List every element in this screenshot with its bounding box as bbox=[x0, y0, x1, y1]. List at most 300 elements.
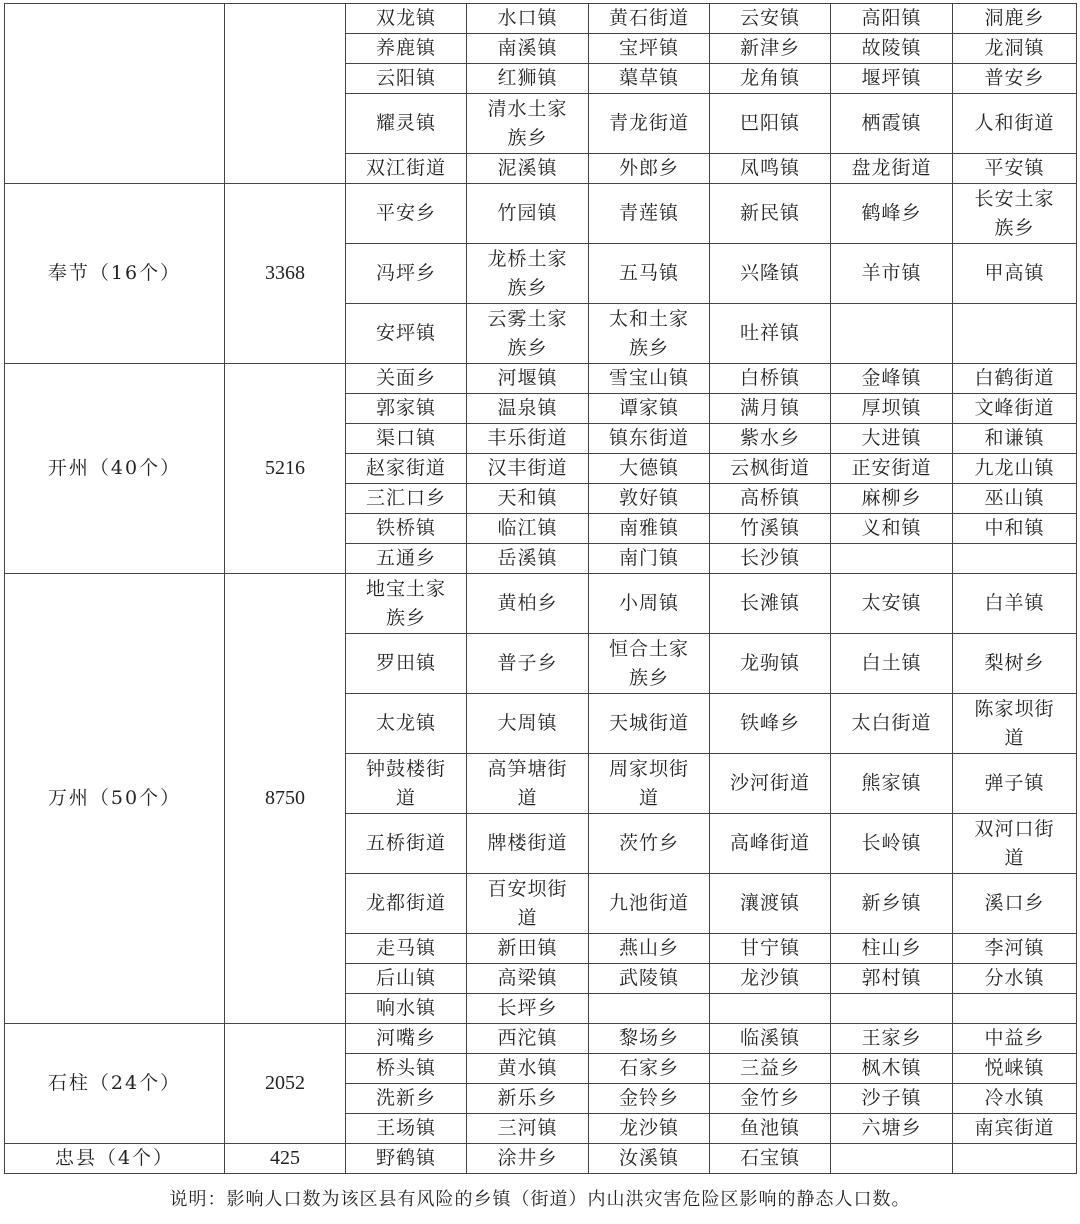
township-cell bbox=[589, 814, 710, 874]
township-name: 汉丰街道 bbox=[487, 457, 568, 479]
township-cell bbox=[953, 64, 1077, 94]
township-cell bbox=[831, 364, 953, 394]
population-cell: 3368 bbox=[225, 184, 346, 364]
township-cell bbox=[710, 1084, 831, 1114]
township-cell bbox=[346, 874, 467, 934]
township-name: 甲高镇 bbox=[984, 262, 1045, 284]
township-name: 西沱镇 bbox=[497, 1027, 558, 1049]
township-name: 甘宁镇 bbox=[739, 937, 800, 959]
township-name: 高峰街道 bbox=[729, 832, 810, 854]
township-cell bbox=[346, 1024, 467, 1054]
township-name: 道 bbox=[517, 786, 538, 809]
township-cell bbox=[831, 154, 953, 184]
township-name: 太和土家 bbox=[608, 307, 689, 330]
township-name: 吐祥镇 bbox=[739, 322, 800, 344]
township-name: 兴隆镇 bbox=[739, 262, 800, 284]
township-cell bbox=[953, 694, 1077, 754]
township-cell bbox=[953, 244, 1077, 304]
township-cell bbox=[346, 454, 467, 484]
township-name: 燕山乡 bbox=[618, 937, 679, 959]
township-cell bbox=[467, 1144, 589, 1174]
township-name: 茨竹乡 bbox=[618, 832, 679, 854]
township-cell bbox=[589, 154, 710, 184]
township-name: 族乡 bbox=[507, 336, 548, 359]
township-cell bbox=[589, 394, 710, 424]
township-name: 南门镇 bbox=[618, 547, 679, 569]
township-cell bbox=[831, 1144, 953, 1174]
township-cell bbox=[953, 394, 1077, 424]
township-cell bbox=[467, 814, 589, 874]
township-name: 紫水乡 bbox=[739, 427, 800, 449]
township-name: 族乡 bbox=[507, 126, 548, 149]
township-cell bbox=[589, 994, 710, 1024]
township-cell bbox=[710, 34, 831, 64]
table-row bbox=[5, 184, 1077, 244]
township-name: 道 bbox=[517, 906, 538, 929]
township-cell bbox=[589, 484, 710, 514]
township-name: 长安土家 bbox=[974, 187, 1055, 210]
township-cell bbox=[589, 244, 710, 304]
township-name: 渠口镇 bbox=[375, 427, 436, 449]
township-cell bbox=[953, 1024, 1077, 1054]
township-name: 正安街道 bbox=[851, 457, 932, 479]
township-cell bbox=[953, 634, 1077, 694]
township-cell bbox=[710, 1114, 831, 1144]
township-cell bbox=[467, 634, 589, 694]
township-name: 故陵镇 bbox=[861, 37, 922, 59]
township-name: 赵家街道 bbox=[365, 457, 446, 479]
township-name: 龙驹镇 bbox=[739, 652, 800, 674]
township-cell bbox=[589, 34, 710, 64]
township-cell bbox=[953, 34, 1077, 64]
township-name: 厚坝镇 bbox=[861, 397, 922, 419]
township-cell bbox=[831, 994, 953, 1024]
township-name: 红狮镇 bbox=[497, 67, 558, 89]
township-name: 道 bbox=[1004, 846, 1025, 869]
township-name: 郭家镇 bbox=[375, 397, 436, 419]
township-name: 中和镇 bbox=[984, 517, 1045, 539]
table-row bbox=[5, 1024, 1077, 1054]
township-name: 石宝镇 bbox=[739, 1147, 800, 1169]
township-name: 平安乡 bbox=[375, 202, 436, 224]
township-name: 道 bbox=[395, 786, 416, 809]
township-name: 养鹿镇 bbox=[375, 37, 436, 59]
township-cell bbox=[467, 34, 589, 64]
township-name: 双龙镇 bbox=[375, 7, 436, 29]
township-cell bbox=[831, 454, 953, 484]
township-name: 长坪乡 bbox=[497, 997, 558, 1019]
township-name: 郭村镇 bbox=[861, 967, 922, 989]
township-cell bbox=[831, 394, 953, 424]
township-name: 黄柏乡 bbox=[497, 592, 558, 614]
township-name: 天和镇 bbox=[497, 487, 558, 509]
township-cell bbox=[710, 1144, 831, 1174]
county-cell: 万州（50个） bbox=[5, 574, 225, 1024]
township-cell bbox=[953, 364, 1077, 394]
township-cell bbox=[953, 484, 1077, 514]
township-name: 岳溪镇 bbox=[497, 547, 558, 569]
township-cell bbox=[467, 364, 589, 394]
township-cell bbox=[589, 934, 710, 964]
township-cell bbox=[710, 64, 831, 94]
township-name: 洗新乡 bbox=[375, 1087, 436, 1109]
township-cell bbox=[831, 754, 953, 814]
township-cell bbox=[831, 184, 953, 244]
table-note: 说明：影响人口数为该区县有风险的乡镇（街道）内山洪灾害危险区影响的静态人口数。 bbox=[169, 1189, 911, 1210]
township-name: 凤鸣镇 bbox=[739, 157, 800, 179]
township-name: 安坪镇 bbox=[375, 322, 436, 344]
township-name: 大德镇 bbox=[618, 457, 679, 479]
township-cell bbox=[589, 574, 710, 634]
township-cell bbox=[346, 574, 467, 634]
township-name: 五马镇 bbox=[618, 262, 679, 284]
township-name: 温泉镇 bbox=[497, 397, 558, 419]
township-name: 文峰街道 bbox=[974, 397, 1055, 419]
township-cell bbox=[346, 154, 467, 184]
township-cell bbox=[346, 1054, 467, 1084]
township-cell bbox=[710, 514, 831, 544]
population-cell bbox=[225, 4, 346, 184]
township-name: 白桥镇 bbox=[739, 367, 800, 389]
township-name: 道 bbox=[638, 786, 659, 809]
township-cell bbox=[831, 694, 953, 754]
township-cell bbox=[467, 874, 589, 934]
table-row bbox=[5, 364, 1077, 394]
township-cell bbox=[710, 394, 831, 424]
township-name: 临溪镇 bbox=[739, 1027, 800, 1049]
table-row bbox=[5, 574, 1077, 634]
township-name: 黎场乡 bbox=[618, 1027, 679, 1049]
township-name: 三河镇 bbox=[497, 1117, 558, 1139]
township-cell bbox=[831, 64, 953, 94]
township-name: 走马镇 bbox=[375, 937, 436, 959]
township-name: 龙沙镇 bbox=[618, 1117, 679, 1139]
township-cell bbox=[589, 544, 710, 574]
township-name: 道 bbox=[1004, 726, 1025, 749]
township-name: 罗田镇 bbox=[375, 652, 436, 674]
township-name: 新乐乡 bbox=[497, 1087, 558, 1109]
township-name: 武陵镇 bbox=[618, 967, 679, 989]
township-name: 雪宝山镇 bbox=[608, 367, 689, 389]
township-cell bbox=[831, 1024, 953, 1054]
township-name: 满月镇 bbox=[739, 397, 800, 419]
township-name: 族乡 bbox=[628, 666, 669, 689]
township-cell bbox=[346, 4, 467, 34]
township-name: 宝坪镇 bbox=[618, 37, 679, 59]
township-cell bbox=[467, 484, 589, 514]
township-cell bbox=[831, 424, 953, 454]
township-name: 分水镇 bbox=[984, 967, 1045, 989]
township-cell bbox=[346, 244, 467, 304]
township-cell bbox=[710, 574, 831, 634]
township-name: 金峰镇 bbox=[861, 367, 922, 389]
township-cell bbox=[346, 1114, 467, 1144]
township-cell bbox=[589, 364, 710, 394]
township-cell bbox=[953, 1054, 1077, 1084]
township-name: 白鹤街道 bbox=[974, 367, 1055, 389]
township-name: 新田镇 bbox=[497, 937, 558, 959]
township-name: 青莲镇 bbox=[618, 202, 679, 224]
township-name: 六塘乡 bbox=[861, 1117, 922, 1139]
county-cell: 奉节（16个） bbox=[5, 184, 225, 364]
table-body bbox=[5, 4, 1077, 1174]
township-cell bbox=[589, 754, 710, 814]
township-cell bbox=[467, 1054, 589, 1084]
township-cell bbox=[953, 454, 1077, 484]
township-name: 王家乡 bbox=[861, 1027, 922, 1049]
township-name: 南雅镇 bbox=[618, 517, 679, 539]
township-name: 羊市镇 bbox=[861, 262, 922, 284]
township-cell bbox=[467, 934, 589, 964]
township-name: 沙河街道 bbox=[729, 772, 810, 794]
township-name: 巴阳镇 bbox=[739, 112, 800, 134]
township-cell bbox=[467, 454, 589, 484]
township-name: 巫山镇 bbox=[984, 487, 1045, 509]
township-name: 后山镇 bbox=[375, 967, 436, 989]
township-cell bbox=[831, 574, 953, 634]
township-cell bbox=[589, 514, 710, 544]
township-cell bbox=[346, 964, 467, 994]
township-name: 冯坪乡 bbox=[375, 262, 436, 284]
township-name: 九池街道 bbox=[608, 892, 689, 914]
township-name: 金铃乡 bbox=[618, 1087, 679, 1109]
township-cell bbox=[346, 934, 467, 964]
township-cell bbox=[710, 184, 831, 244]
township-name: 龙角镇 bbox=[739, 67, 800, 89]
township-cell bbox=[346, 64, 467, 94]
township-name: 陈家坝街 bbox=[974, 697, 1055, 720]
table-row bbox=[5, 4, 1077, 34]
township-name: 牌楼街道 bbox=[487, 832, 568, 854]
township-cell bbox=[953, 184, 1077, 244]
township-name: 新津乡 bbox=[739, 37, 800, 59]
county-cell bbox=[5, 4, 225, 184]
township-name: 普安乡 bbox=[984, 67, 1045, 89]
township-cell bbox=[710, 934, 831, 964]
township-cell bbox=[953, 994, 1077, 1024]
population-cell: 8750 bbox=[225, 574, 346, 1024]
township-name: 长沙镇 bbox=[739, 547, 800, 569]
township-name: 敦好镇 bbox=[618, 487, 679, 509]
township-cell bbox=[953, 154, 1077, 184]
township-cell bbox=[710, 364, 831, 394]
township-name: 恒合土家 bbox=[608, 637, 689, 660]
township-cell bbox=[589, 454, 710, 484]
township-name: 临江镇 bbox=[497, 517, 558, 539]
township-cell bbox=[831, 964, 953, 994]
township-cell bbox=[831, 814, 953, 874]
township-cell bbox=[953, 1084, 1077, 1114]
township-name: 南溪镇 bbox=[497, 37, 558, 59]
county-cell: 石柱（24个） bbox=[5, 1024, 225, 1144]
township-name: 云安镇 bbox=[739, 7, 800, 29]
township-cell bbox=[467, 394, 589, 424]
township-cell bbox=[831, 634, 953, 694]
township-cell bbox=[953, 4, 1077, 34]
township-cell bbox=[953, 814, 1077, 874]
township-cell bbox=[589, 634, 710, 694]
township-name: 龙桥土家 bbox=[487, 247, 568, 270]
township-cell bbox=[710, 694, 831, 754]
township-cell bbox=[346, 544, 467, 574]
township-cell bbox=[346, 424, 467, 454]
township-name: 普子乡 bbox=[497, 652, 558, 674]
township-name: 三益乡 bbox=[739, 1057, 800, 1079]
township-cell bbox=[710, 754, 831, 814]
township-name: 泥溪镇 bbox=[497, 157, 558, 179]
township-cell bbox=[467, 1084, 589, 1114]
township-name: 蕖草镇 bbox=[618, 67, 679, 89]
township-name: 新乡镇 bbox=[861, 892, 922, 914]
township-name: 云阳镇 bbox=[375, 67, 436, 89]
township-name: 河嘴乡 bbox=[375, 1027, 436, 1049]
township-cell bbox=[467, 94, 589, 154]
township-cell bbox=[346, 1144, 467, 1174]
township-cell bbox=[346, 994, 467, 1024]
township-cell bbox=[953, 544, 1077, 574]
township-cell bbox=[953, 1144, 1077, 1174]
table-row bbox=[5, 1144, 1077, 1174]
township-cell bbox=[831, 484, 953, 514]
township-cell bbox=[831, 4, 953, 34]
township-cell bbox=[953, 754, 1077, 814]
township-cell bbox=[346, 694, 467, 754]
township-cell bbox=[953, 304, 1077, 364]
township-cell bbox=[346, 754, 467, 814]
township-cell bbox=[710, 874, 831, 934]
township-cell bbox=[346, 484, 467, 514]
township-name: 枫木镇 bbox=[861, 1057, 922, 1079]
county-cell: 开州（40个） bbox=[5, 364, 225, 574]
township-name: 镇东街道 bbox=[608, 427, 689, 449]
township-name: 地宝土家 bbox=[365, 577, 446, 600]
township-name: 太安镇 bbox=[861, 592, 922, 614]
township-cell bbox=[953, 934, 1077, 964]
township-name: 五桥街道 bbox=[365, 832, 446, 854]
township-cell bbox=[953, 1114, 1077, 1144]
township-cell bbox=[589, 1024, 710, 1054]
township-name: 黄石街道 bbox=[608, 7, 689, 29]
township-name: 汝溪镇 bbox=[618, 1147, 679, 1169]
township-cell bbox=[831, 934, 953, 964]
township-cell bbox=[831, 1114, 953, 1144]
township-name: 高阳镇 bbox=[861, 7, 922, 29]
township-cell bbox=[831, 1054, 953, 1084]
township-cell bbox=[710, 634, 831, 694]
township-cell bbox=[589, 874, 710, 934]
township-name: 高桥镇 bbox=[739, 487, 800, 509]
township-name: 义和镇 bbox=[861, 517, 922, 539]
township-risk-table bbox=[4, 3, 1077, 1174]
township-name: 新民镇 bbox=[739, 202, 800, 224]
township-name: 清水土家 bbox=[487, 97, 568, 120]
township-name: 外郎乡 bbox=[618, 157, 679, 179]
township-cell bbox=[346, 634, 467, 694]
township-name: 谭家镇 bbox=[618, 397, 679, 419]
township-cell bbox=[831, 874, 953, 934]
township-cell bbox=[467, 154, 589, 184]
population-cell: 425 bbox=[225, 1144, 346, 1174]
population-cell: 2052 bbox=[225, 1024, 346, 1144]
township-cell bbox=[710, 244, 831, 304]
township-name: 石家乡 bbox=[618, 1057, 679, 1079]
township-name: 白羊镇 bbox=[984, 592, 1045, 614]
township-name: 桥头镇 bbox=[375, 1057, 436, 1079]
township-name: 金竹乡 bbox=[739, 1087, 800, 1109]
township-name: 族乡 bbox=[994, 216, 1035, 239]
township-cell bbox=[831, 94, 953, 154]
township-cell bbox=[953, 964, 1077, 994]
township-cell bbox=[589, 1054, 710, 1084]
township-cell bbox=[710, 1054, 831, 1084]
township-name: 龙都街道 bbox=[365, 892, 446, 914]
township-name: 周家坝街 bbox=[608, 757, 689, 780]
township-name: 族乡 bbox=[507, 276, 548, 299]
township-name: 大周镇 bbox=[497, 712, 558, 734]
township-cell bbox=[589, 1084, 710, 1114]
township-cell bbox=[953, 874, 1077, 934]
township-name: 云枫街道 bbox=[729, 457, 810, 479]
township-cell bbox=[589, 694, 710, 754]
township-name: 龙沙镇 bbox=[739, 967, 800, 989]
township-name: 野鹤镇 bbox=[375, 1147, 436, 1169]
township-name: 关面乡 bbox=[375, 367, 436, 389]
township-name: 钟鼓楼街 bbox=[365, 757, 446, 780]
township-cell bbox=[467, 424, 589, 454]
township-name: 水口镇 bbox=[497, 7, 558, 29]
township-name: 黄水镇 bbox=[497, 1057, 558, 1079]
township-name: 族乡 bbox=[385, 606, 426, 629]
township-name: 九龙山镇 bbox=[974, 457, 1055, 479]
township-cell bbox=[831, 244, 953, 304]
township-cell bbox=[467, 184, 589, 244]
township-cell bbox=[589, 184, 710, 244]
township-name: 大进镇 bbox=[861, 427, 922, 449]
township-cell bbox=[346, 514, 467, 544]
township-cell bbox=[831, 304, 953, 364]
township-name: 高梁镇 bbox=[497, 967, 558, 989]
township-cell bbox=[589, 424, 710, 454]
township-name: 柱山乡 bbox=[861, 937, 922, 959]
township-name: 太白街道 bbox=[851, 712, 932, 734]
township-name: 麻柳乡 bbox=[861, 487, 922, 509]
township-name: 铁桥镇 bbox=[375, 517, 436, 539]
township-cell bbox=[346, 364, 467, 394]
township-name: 堰坪镇 bbox=[861, 67, 922, 89]
township-name: 梨树乡 bbox=[984, 652, 1045, 674]
township-cell bbox=[467, 754, 589, 814]
township-name: 河堰镇 bbox=[497, 367, 558, 389]
township-name: 王场镇 bbox=[375, 1117, 436, 1139]
township-cell bbox=[346, 814, 467, 874]
township-cell bbox=[710, 154, 831, 184]
township-name: 小周镇 bbox=[618, 592, 679, 614]
township-cell bbox=[710, 4, 831, 34]
township-name: 铁峰乡 bbox=[739, 712, 800, 734]
township-cell bbox=[467, 244, 589, 304]
township-name: 长岭镇 bbox=[861, 832, 922, 854]
township-cell bbox=[710, 454, 831, 484]
township-name: 沙子镇 bbox=[861, 1087, 922, 1109]
township-cell bbox=[953, 514, 1077, 544]
township-cell bbox=[710, 94, 831, 154]
township-cell bbox=[467, 694, 589, 754]
population-cell: 5216 bbox=[225, 364, 346, 574]
township-name: 冷水镇 bbox=[984, 1087, 1045, 1109]
township-cell bbox=[589, 1144, 710, 1174]
township-cell bbox=[710, 994, 831, 1024]
township-name: 鹤峰乡 bbox=[861, 202, 922, 224]
